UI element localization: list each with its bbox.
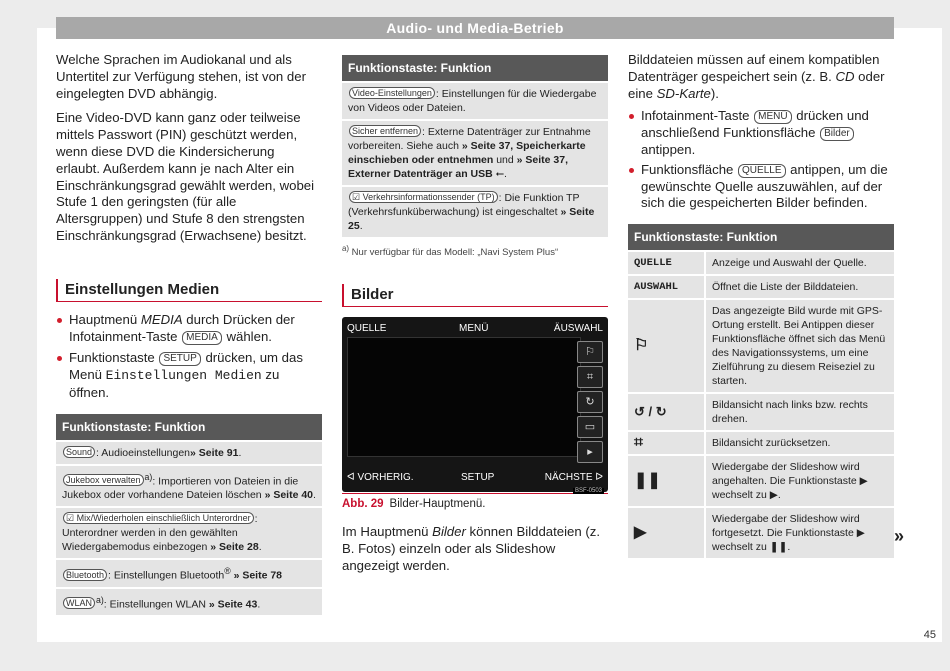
- table-header: Funktionstaste: Funktion: [56, 414, 322, 440]
- setup-label: SETUP: [461, 472, 495, 484]
- figure-bottom-bar: [347, 470, 603, 486]
- table-row: ☑ Verkehrsinformationssender (TP) : Die Funktion TP (Verkehrsfunküberwachung) ist eingeschaltet » Seite 25.: [342, 187, 608, 237]
- next-label: NÄCHSTE ᐅ: [544, 472, 603, 484]
- table-row: ▶ Wiedergabe der Slideshow wird fortgesetzt. Die Funktionstaste ▶ wechselt zu ❚❚.: [628, 508, 894, 558]
- list-item: Infotainment-Taste MENÜ drücken und anschließend Funktionsfläche Bilder antippen.: [628, 108, 894, 158]
- table-row: ☑ Mix/Wiederholen einschließlich Unterordner : Unterordner werden in den gewählten Wiedergabemodus einbezogen » Seite 28.: [56, 508, 322, 558]
- function-table: [628, 224, 894, 558]
- table-row: Jukebox verwalten $^{a)}$: Importieren von Dateien in die Jukebox oder vorhandene Dateien löschen » Seite 40.: [56, 466, 322, 507]
- table-row: Sicher entfernen : Externe Datenträger zur Entnahme vorbereiten. Siehe auch » Seite 37, Speicherkarte einschieben oder entnehmen und » Seite 37, Externer Datenträger an USB ⭠.: [342, 121, 608, 185]
- rotate-icon: ↻: [577, 391, 603, 413]
- table-row: QUELLE Anzeige und Auswahl der Quelle.: [628, 252, 894, 274]
- auswahl-label: ÄUSWAHL: [553, 323, 603, 335]
- reset-view-icon: ⌗: [577, 366, 603, 388]
- figure-top-bar: [347, 321, 603, 337]
- column-2: [342, 55, 608, 583]
- page-number: 45: [923, 629, 936, 641]
- continue-marker: »: [894, 526, 905, 546]
- play-icon: ▶: [634, 524, 647, 542]
- bilder-screen-figure: [342, 317, 608, 495]
- list-item: Funktionsfläche QUELLE antippen, um die gewünschte Quelle auszuwählen, auf der sich die gespeicherten Bilder befinden.: [628, 162, 894, 212]
- table-row: ⚐ Das angezeigte Bild wurde mit GPS-Ortung erstellt. Bei Antippen dieser Funktionsfläche öffnet sich das Menü des Navigationssystems, um eine Zielführung zu diesem Reiseziel zu starten.: [628, 300, 894, 392]
- table-row: Video-Einstellungen : Einstellungen für die Wiedergabe von Videos oder Dateien.: [342, 83, 608, 119]
- slideshow-icon: ▭: [577, 416, 603, 438]
- list-item: Hauptmenü MEDIA durch Drücken der Infotainment-Taste MEDIA wählen.: [56, 312, 322, 346]
- paragraph: Eine Video-DVD kann ganz oder teilweise mittels Passwort (PIN) geschützt werden, wenn diese DVD die Kindersicherung erlaubt. Außerdem kann je nach Alter ein Einschränkungsgrad gewählt werden, wobei Stufe 1 den geringsten (für alle Altersgruppen) und Stufe 8 den strengsten Einschränkungsgrad (Erwachsene) besitzt.: [56, 110, 315, 243]
- table-row: Sound : Audioeinstellungen» Seite 91.: [56, 442, 322, 464]
- table-row: Bluetooth : Einstellungen Bluetooth® » Seite 78: [56, 560, 322, 587]
- table-row: ❚❚ Wiedergabe der Slideshow wird angehalten. Die Funktionstaste ▶ wechselt zu ▶.: [628, 456, 894, 506]
- gps-flag-icon: ⚐: [577, 341, 603, 363]
- paragraph: Im Hauptmenü Bilder können Bilddateien (z. B. Fotos) einzeln oder als Slideshow angezeigt werden.: [342, 524, 601, 573]
- play-icon: ▸: [577, 441, 603, 463]
- image-display-area: [347, 337, 581, 457]
- setup-key: SETUP: [159, 352, 200, 366]
- table-row: WLAN $^{a)}$: Einstellungen WLAN » Seite 43.: [56, 589, 322, 616]
- table-row: ↺ / ↻ Bildansicht nach links bzw. rechts drehen.: [628, 394, 894, 430]
- table-header: Funktionstaste: Funktion: [628, 224, 894, 250]
- rotate-icon: ↺ / ↻: [634, 404, 667, 420]
- page-title: Audio- und Media-Betrieb: [56, 17, 894, 39]
- previous-label: ᐊ VORHERIG.: [347, 472, 414, 484]
- table-header: Funktionstaste: Funktion: [342, 55, 608, 81]
- function-table: [342, 55, 608, 237]
- paragraph: Welche Sprachen im Audiokanal und als Untertitel zur Verfügung stehen, ist von der eingelegten DVD abhängig.: [56, 52, 306, 101]
- section-heading: Einstellungen Medien: [56, 279, 322, 302]
- reset-view-icon: ⌗: [634, 434, 644, 452]
- pause-icon: ❚❚: [634, 472, 661, 490]
- table-row: AUSWAHL Öffnet die Liste der Bilddateien.: [628, 276, 894, 298]
- column-3: [628, 52, 894, 558]
- function-table: [56, 414, 322, 616]
- column-1: [56, 52, 322, 615]
- section-heading: Bilder: [342, 284, 608, 307]
- media-key: MEDIA: [182, 331, 222, 345]
- list-item: Funktionstaste SETUP drücken, um das Menü Einstellungen Medien zu öffnen.: [56, 350, 322, 401]
- figure-caption: Abb. 29 Bilder-Hauptmenü.: [342, 493, 608, 510]
- table-row: ⌗ Bildansicht zurücksetzen.: [628, 432, 894, 454]
- menu-label: MENÜ: [459, 323, 489, 335]
- side-buttons: [577, 341, 603, 466]
- gps-flag-icon: ⚐: [634, 337, 649, 355]
- paragraph: Bilddateien müssen auf einem kompatiblen Datenträger gespeichert sein (z. B. CD oder eine SD-Karte).: [628, 52, 885, 101]
- footnote: $^{a)}$ Nur verfügbar für das Modell: „Navi System Plus“: [342, 244, 559, 259]
- figure-ref: BSF-0503: [574, 488, 602, 495]
- quelle-label: QUELLE: [347, 323, 387, 335]
